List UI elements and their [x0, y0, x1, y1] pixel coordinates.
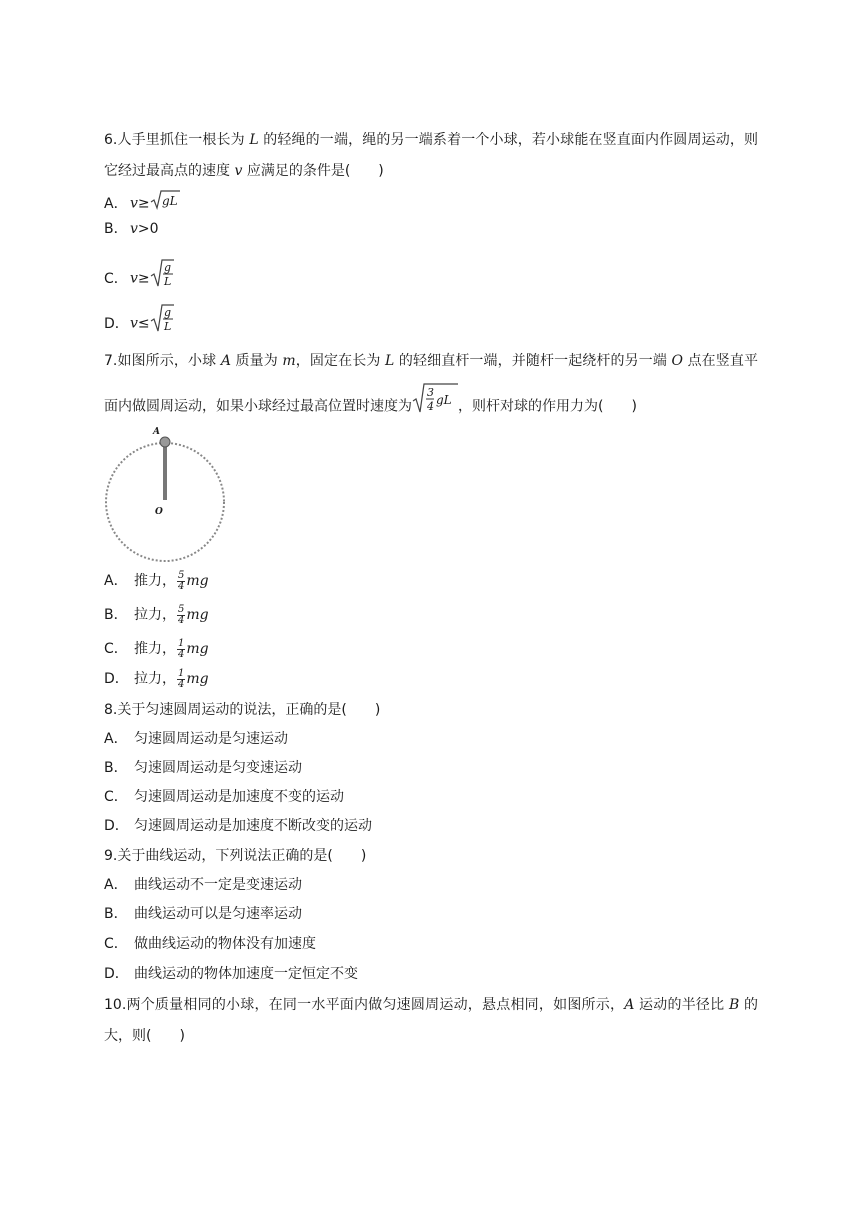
svg-text:L: L: [163, 320, 171, 333]
question-8-option-b: B． 匀速圆周运动是匀变速运动: [104, 760, 302, 776]
label-o: O: [155, 507, 163, 517]
sqrt-g-over-l-icon: [150, 303, 174, 344]
question-6-option-d: D．v≤ g L: [104, 303, 174, 333]
question-8-stem: 8.关于匀速圆周运动的说法，正确的是( ): [104, 702, 381, 718]
question-9-option-c: C． 做曲线运动的物体没有加速度: [104, 936, 316, 952]
svg-text:g: g: [163, 306, 171, 319]
question-6-option-c: C． v≥ g L: [104, 258, 174, 288]
question-9-option-a: A． 曲线运动不一定是变速运动: [104, 877, 302, 893]
question-6-option-a: A． v≥ gL: [104, 189, 180, 211]
question-9-option-d: D． 曲线运动的物体加速度一定恒定不变: [104, 966, 358, 982]
question-7-option-b: B． 拉力， $\frac{5}{4}$ mg: [104, 603, 209, 626]
svg-text:g: g: [163, 261, 171, 274]
question-9-option-b: B． 曲线运动可以是匀速率运动: [104, 906, 302, 922]
question-7-option-d: D． 拉力， $\frac{1}{4}$ mg: [104, 667, 209, 690]
sqrt-gl-icon: [150, 189, 180, 218]
question-8-option-d: D． 匀速圆周运动是加速度不断改变的运动: [104, 818, 372, 834]
question-6-stem: 6.人手里抓住一根长为 L 的轻绳的一端，绳的另一端系着一个小球，若小球能在竖直面内作圆周运动，则它经过最高点的速度 v 应满足的条件是( ): [104, 132, 759, 179]
question-7-stem: 7.如图所示，小球 A 质量为 m，固定在长为 L 的轻细直杆一端，并随杆一起绕杆的另一端 O 点在竖直平面内做圆周运动，如果小球经过最高位置时速度为 3 4 gL ，则杆对球的作用力为( ): [104, 340, 758, 431]
sqrt-three-quarters-gl-icon: [412, 382, 458, 431]
rigid-rod: [163, 442, 167, 500]
svg-text:3: 3: [427, 386, 434, 399]
sqrt-g-over-l-icon: [150, 258, 174, 299]
label-a: A: [153, 427, 160, 437]
svg-text:4: 4: [427, 400, 434, 413]
ball-a: [160, 437, 170, 447]
svg-text:gL: gL: [436, 393, 452, 407]
question-8-option-c: C． 匀速圆周运动是加速度不变的运动: [104, 789, 344, 805]
svg-text:L: L: [163, 275, 171, 288]
question-6-option-b: B． v>0: [104, 221, 159, 237]
circular-motion-diagram: [104, 426, 228, 570]
question-8-option-a: A． 匀速圆周运动是匀速运动: [104, 731, 288, 747]
svg-text:gL: gL: [161, 194, 178, 208]
question-9-stem: 9.关于曲线运动，下列说法正确的是( ): [104, 848, 367, 864]
question-10-stem: 10.两个质量相同的小球，在同一水平面内做匀速圆周运动，悬点相同，如图所示，A 运动的半径比 B 的大，则( ): [104, 997, 758, 1044]
question-7-option-a: A． 推力， $\frac{5}{4}$ mg: [104, 569, 209, 592]
question-7-option-c: C． 推力， $\frac{1}{4}$ mg: [104, 637, 209, 660]
